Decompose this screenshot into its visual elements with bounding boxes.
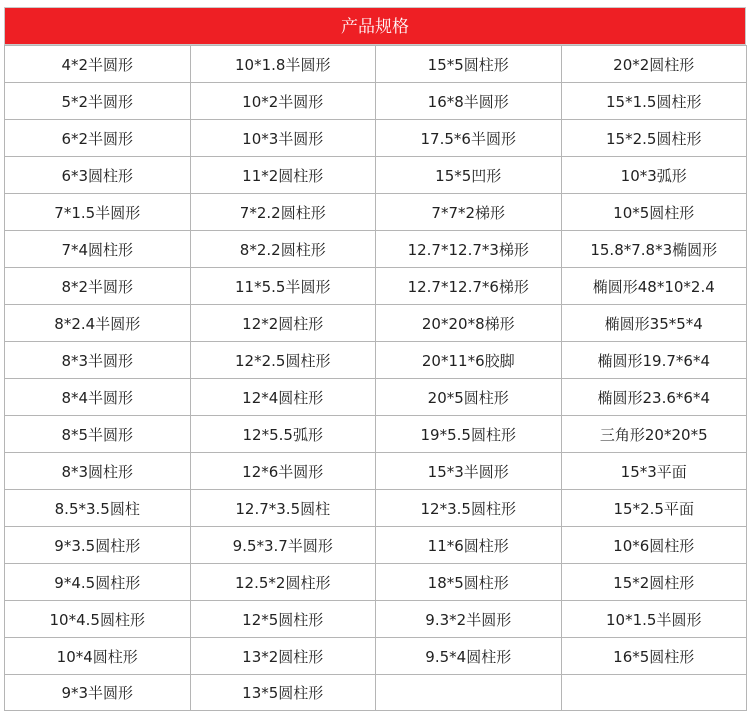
spec-cell: 18*5圆柱形	[376, 564, 562, 601]
spec-cell: 12.7*12.7*3梯形	[376, 231, 562, 268]
spec-cell: 15*5圆柱形	[376, 46, 562, 83]
table-row	[5, 490, 747, 527]
table-row	[5, 268, 747, 305]
spec-cell: 7*4圆柱形	[5, 231, 191, 268]
spec-cell: 8*4半圆形	[5, 379, 191, 416]
spec-cell: 12*2.5圆柱形	[190, 342, 376, 379]
table-row	[5, 638, 747, 675]
spec-cell: 椭圆形23.6*6*4	[561, 379, 747, 416]
spec-cell: 15*2圆柱形	[561, 564, 747, 601]
spec-cell: 12.7*3.5圆柱	[190, 490, 376, 527]
spec-cell: 10*5圆柱形	[561, 194, 747, 231]
spec-cell: 12.7*12.7*6梯形	[376, 268, 562, 305]
spec-cell: 8*5半圆形	[5, 416, 191, 453]
spec-cell: 16*8半圆形	[376, 83, 562, 120]
spec-cell: 10*3弧形	[561, 157, 747, 194]
spec-cell: 20*20*8梯形	[376, 305, 562, 342]
spec-cell: 9*4.5圆柱形	[5, 564, 191, 601]
table-row	[5, 120, 747, 157]
spec-cell: 椭圆形48*10*2.4	[561, 268, 747, 305]
spec-cell: 4*2半圆形	[5, 46, 191, 83]
spec-cell: 9*3.5圆柱形	[5, 527, 191, 564]
table-row	[5, 601, 747, 638]
table-row	[5, 675, 747, 711]
spec-cell	[376, 675, 562, 711]
spec-cell: 10*4圆柱形	[5, 638, 191, 675]
spec-cell: 7*2.2圆柱形	[190, 194, 376, 231]
spec-cell: 椭圆形35*5*4	[561, 305, 747, 342]
spec-cell: 9.5*4圆柱形	[376, 638, 562, 675]
spec-cell: 15*5凹形	[376, 157, 562, 194]
spec-cell: 8*3半圆形	[5, 342, 191, 379]
spec-cell: 8*3圆柱形	[5, 453, 191, 490]
spec-cell: 12*4圆柱形	[190, 379, 376, 416]
spec-cell: 12*2圆柱形	[190, 305, 376, 342]
spec-sheet	[4, 7, 746, 711]
spec-cell: 15*1.5圆柱形	[561, 83, 747, 120]
spec-cell: 15*3半圆形	[376, 453, 562, 490]
spec-cell: 10*1.8半圆形	[190, 46, 376, 83]
spec-cell: 17.5*6半圆形	[376, 120, 562, 157]
spec-cell: 6*3圆柱形	[5, 157, 191, 194]
spec-cell: 15*3平面	[561, 453, 747, 490]
spec-cell: 6*2半圆形	[5, 120, 191, 157]
spec-cell: 8*2半圆形	[5, 268, 191, 305]
spec-cell: 12*5.5弧形	[190, 416, 376, 453]
spec-table	[4, 45, 747, 711]
spec-cell: 9.5*3.7半圆形	[190, 527, 376, 564]
table-row	[5, 527, 747, 564]
table-row	[5, 46, 747, 83]
spec-cell: 12*6半圆形	[190, 453, 376, 490]
spec-cell: 11*5.5半圆形	[190, 268, 376, 305]
spec-cell: 20*2圆柱形	[561, 46, 747, 83]
spec-cell: 15*2.5平面	[561, 490, 747, 527]
spec-cell	[561, 675, 747, 711]
table-row	[5, 453, 747, 490]
table-row	[5, 231, 747, 268]
spec-cell: 12*5圆柱形	[190, 601, 376, 638]
spec-cell: 10*1.5半圆形	[561, 601, 747, 638]
table-row	[5, 83, 747, 120]
spec-cell: 20*11*6胶脚	[376, 342, 562, 379]
spec-header: 产品规格	[4, 7, 746, 45]
spec-cell: 椭圆形19.7*6*4	[561, 342, 747, 379]
spec-cell: 13*5圆柱形	[190, 675, 376, 711]
spec-cell: 7*1.5半圆形	[5, 194, 191, 231]
spec-cell: 8.5*3.5圆柱	[5, 490, 191, 527]
spec-cell: 15*2.5圆柱形	[561, 120, 747, 157]
table-row	[5, 305, 747, 342]
spec-cell: 5*2半圆形	[5, 83, 191, 120]
spec-cell: 10*3半圆形	[190, 120, 376, 157]
spec-cell: 三角形20*20*5	[561, 416, 747, 453]
table-row	[5, 379, 747, 416]
spec-cell: 11*2圆柱形	[190, 157, 376, 194]
table-row	[5, 416, 747, 453]
table-row	[5, 157, 747, 194]
spec-cell: 11*6圆柱形	[376, 527, 562, 564]
spec-table-body	[5, 46, 747, 711]
spec-cell: 8*2.2圆柱形	[190, 231, 376, 268]
spec-cell: 10*4.5圆柱形	[5, 601, 191, 638]
spec-cell: 12.5*2圆柱形	[190, 564, 376, 601]
spec-cell: 13*2圆柱形	[190, 638, 376, 675]
table-row	[5, 194, 747, 231]
spec-cell: 16*5圆柱形	[561, 638, 747, 675]
spec-cell: 9*3半圆形	[5, 675, 191, 711]
table-row	[5, 564, 747, 601]
spec-cell: 10*6圆柱形	[561, 527, 747, 564]
table-row	[5, 342, 747, 379]
spec-cell: 9.3*2半圆形	[376, 601, 562, 638]
spec-cell: 8*2.4半圆形	[5, 305, 191, 342]
spec-cell: 10*2半圆形	[190, 83, 376, 120]
spec-cell: 12*3.5圆柱形	[376, 490, 562, 527]
spec-cell: 15.8*7.8*3椭圆形	[561, 231, 747, 268]
spec-cell: 7*7*2梯形	[376, 194, 562, 231]
spec-cell: 20*5圆柱形	[376, 379, 562, 416]
spec-cell: 19*5.5圆柱形	[376, 416, 562, 453]
